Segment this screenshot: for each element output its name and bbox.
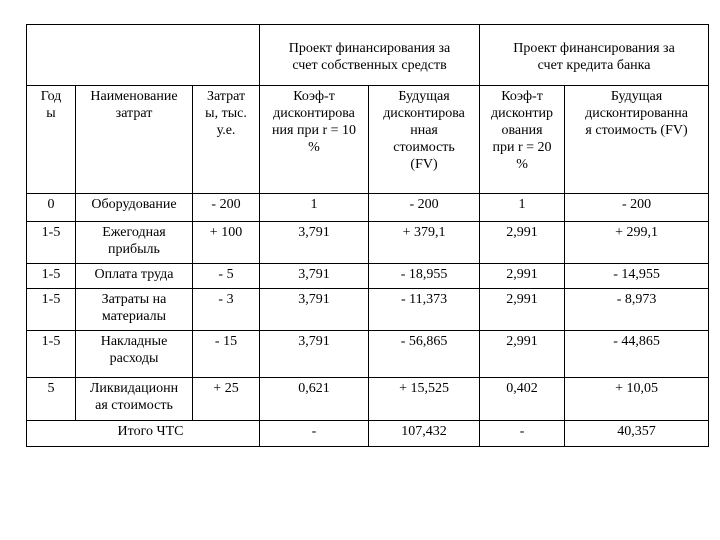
cell-fv-bank: - 8,973	[565, 289, 709, 331]
header-columns-row	[27, 86, 709, 194]
cell-cost: - 15	[193, 331, 260, 378]
cell-fv-bank: - 200	[565, 194, 709, 222]
header-blank-cell	[27, 25, 260, 86]
header-discount-coef-own: Коэф-т дисконтирова ния при r = 10 %	[260, 86, 369, 194]
financing-comparison-table	[26, 24, 709, 447]
cell-year: 0	[27, 194, 76, 222]
table-row	[27, 222, 709, 264]
cell-coef-bank: 2,991	[480, 331, 565, 378]
total-coef-own: -	[260, 421, 369, 447]
header-discount-coef-bank: Коэф-т дисконтир ования при r = 20 %	[480, 86, 565, 194]
cell-year: 1-5	[27, 289, 76, 331]
cell-name: Оборудование	[76, 194, 193, 222]
total-coef-bank: -	[480, 421, 565, 447]
cell-fv-own: - 18,955	[369, 264, 480, 289]
total-row	[27, 421, 709, 447]
cell-coef-own: 3,791	[260, 264, 369, 289]
cell-name: Накладные расходы	[76, 331, 193, 378]
cell-coef-bank: 1	[480, 194, 565, 222]
cell-year: 1-5	[27, 264, 76, 289]
cell-coef-own: 3,791	[260, 289, 369, 331]
cell-name: Оплата труда	[76, 264, 193, 289]
cell-coef-bank: 2,991	[480, 222, 565, 264]
table-row	[27, 194, 709, 222]
cell-coef-own: 3,791	[260, 331, 369, 378]
cell-coef-own: 1	[260, 194, 369, 222]
cell-name: Ежегодная прибыль	[76, 222, 193, 264]
cell-fv-own: + 379,1	[369, 222, 480, 264]
table-row	[27, 331, 709, 378]
cell-name: Затраты на материалы	[76, 289, 193, 331]
header-group-bank-credit: Проект финансирования за счет кредита банка	[480, 25, 709, 86]
cell-cost: + 100	[193, 222, 260, 264]
header-cost-amount: Затрат ы, тыс. у.е.	[193, 86, 260, 194]
cell-fv-own: - 200	[369, 194, 480, 222]
cell-fv-own: - 56,865	[369, 331, 480, 378]
cell-coef-own: 3,791	[260, 222, 369, 264]
cell-coef-bank: 2,991	[480, 264, 565, 289]
cell-name: Ликвидационн ая стоимость	[76, 378, 193, 421]
cell-year: 1-5	[27, 331, 76, 378]
header-group-own-funds: Проект финансирования за счет собственных средств	[260, 25, 480, 86]
table-row	[27, 264, 709, 289]
cell-year: 1-5	[27, 222, 76, 264]
cell-fv-own: + 15,525	[369, 378, 480, 421]
cell-cost: - 5	[193, 264, 260, 289]
cell-fv-bank: - 44,865	[565, 331, 709, 378]
cell-cost: + 25	[193, 378, 260, 421]
header-future-value-own: Будущая дисконтирова нная стоимость (FV)	[369, 86, 480, 194]
total-label: Итого ЧТС	[27, 421, 260, 447]
total-fv-bank: 40,357	[565, 421, 709, 447]
header-cost-name: Наименование затрат	[76, 86, 193, 194]
cell-year: 5	[27, 378, 76, 421]
cell-fv-bank: + 10,05	[565, 378, 709, 421]
total-fv-own: 107,432	[369, 421, 480, 447]
header-years: Год ы	[27, 86, 76, 194]
table-row	[27, 289, 709, 331]
cell-coef-bank: 0,402	[480, 378, 565, 421]
cell-fv-bank: - 14,955	[565, 264, 709, 289]
cell-cost: - 3	[193, 289, 260, 331]
cell-fv-own: - 11,373	[369, 289, 480, 331]
cell-coef-own: 0,621	[260, 378, 369, 421]
cell-fv-bank: + 299,1	[565, 222, 709, 264]
cell-cost: - 200	[193, 194, 260, 222]
header-group-row	[27, 25, 709, 86]
header-future-value-bank: Будущая дисконтированна я стоимость (FV)	[565, 86, 709, 194]
cell-coef-bank: 2,991	[480, 289, 565, 331]
table-row	[27, 378, 709, 421]
